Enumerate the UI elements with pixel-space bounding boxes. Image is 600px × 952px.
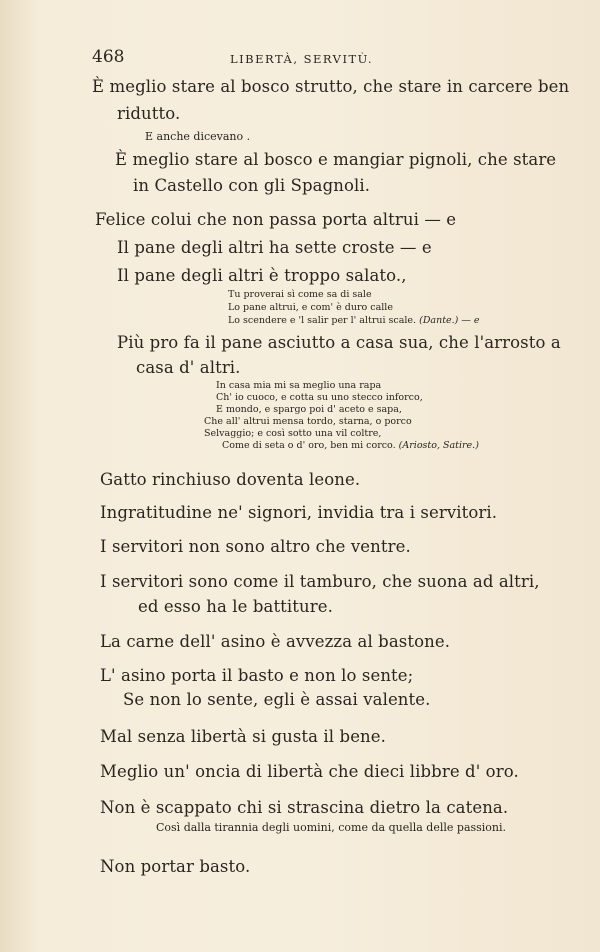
verse-line: Selvaggio; e così sotto una vil coltre, xyxy=(204,428,382,439)
verse-line: E mondo, e spargo poi d' aceto e sapa, xyxy=(216,404,402,415)
verse-text: Come di seta o d' oro, ben mi corco. xyxy=(222,440,396,451)
running-title: LIBERTÀ, SERVITÙ. xyxy=(230,52,373,66)
text-line: casa d' altri. xyxy=(136,358,241,377)
text-line: L' asino porta il basto e non lo sente; xyxy=(100,666,414,685)
text-line: in Castello con gli Spagnoli. xyxy=(133,176,371,195)
text-line: Mal senza libertà si gusta il bene. xyxy=(100,727,386,746)
text-line: E anche dicevano . xyxy=(145,130,251,143)
verse-line: In casa mia mi sa meglio una rapa xyxy=(216,380,382,391)
verse-line: Tu proverai sì come sa di sale xyxy=(228,289,372,300)
verse-line xyxy=(228,315,480,326)
text-line: Non è scappato chi si strascina dietro la catena. xyxy=(100,798,509,817)
text-line: Felice colui che non passa porta altrui — e xyxy=(95,210,457,229)
citation: (Ariosto, Satire.) xyxy=(398,440,479,451)
text-line: I servitori non sono altro che ventre. xyxy=(100,537,411,556)
text-line: Meglio un' oncia di libertà che dieci libbre d' oro. xyxy=(100,762,519,781)
verse-line xyxy=(222,440,479,451)
verse-line: Che all' altrui mensa tordo, starna, o porco xyxy=(204,416,412,427)
text-line: La carne dell' asino è avvezza al bastone. xyxy=(100,632,451,651)
text-line: Non portar basto. xyxy=(100,857,251,876)
text-line: Il pane degli altri è troppo salato., xyxy=(117,266,407,285)
text-line: Il pane degli altri ha sette croste — e xyxy=(117,238,432,257)
text-line: ridutto. xyxy=(117,104,181,123)
verse-line: Lo pane altrui, e com' è duro calle xyxy=(228,302,393,313)
text-line: Gatto rinchiuso doventa leone. xyxy=(100,470,361,489)
verse-text: Lo scendere e 'l salir per l' altrui scale. xyxy=(228,315,417,326)
text-line: ed esso ha le battiture. xyxy=(138,597,333,616)
page-number: 468 xyxy=(92,47,125,67)
text-line: È meglio stare al bosco strutto, che stare in carcere ben xyxy=(92,77,570,96)
text-line: È meglio stare al bosco e mangiar pignoli, che stare xyxy=(115,150,557,169)
verse-line: Ch' io cuoco, e cotta su uno stecco inforco, xyxy=(216,392,423,403)
text-line: Ingratitudine ne' signori, invidia tra i servitori. xyxy=(100,503,498,522)
citation: (Dante.) — e xyxy=(419,315,480,326)
text-line: Così dalla tirannia degli uomini, come da quella delle passioni. xyxy=(156,821,507,834)
text-line: Se non lo sente, egli è assai valente. xyxy=(123,690,431,709)
text-line: Più pro fa il pane asciutto a casa sua, che l'arrosto a xyxy=(117,333,561,352)
text-line: I servitori sono come il tamburo, che suona ad altri, xyxy=(100,572,540,591)
